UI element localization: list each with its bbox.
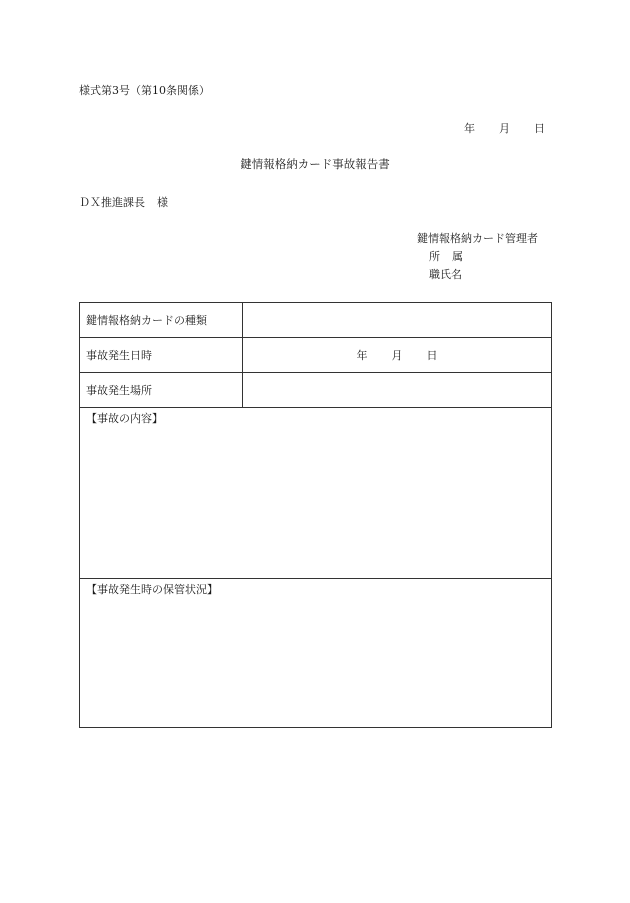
sender-dept-label-1: 所 <box>429 250 440 263</box>
submission-date <box>464 120 545 136</box>
incident-date-label: 事故発生日時 <box>80 338 243 373</box>
document-title: 鍵情報格納カード事故報告書 <box>240 157 390 171</box>
incident-content-label: 【事故の内容】 <box>86 412 163 425</box>
incident-date-year: 年 <box>356 349 368 362</box>
sender-role: 鍵情報格納カード管理者 <box>417 232 538 245</box>
table-row <box>80 408 552 579</box>
sender-name-label: 職氏名 <box>429 268 462 281</box>
table-row <box>80 338 552 373</box>
incident-date-field[interactable] <box>243 338 552 373</box>
form-number: 様式第3号（第10条関係） <box>79 84 210 97</box>
incident-date-day: 日 <box>426 349 438 362</box>
card-type-field[interactable] <box>243 303 552 338</box>
addressee <box>79 194 168 210</box>
sender-block <box>417 230 538 284</box>
date-month: 月 <box>499 122 510 135</box>
table-row <box>80 303 552 338</box>
table-row <box>80 579 552 728</box>
storage-status-box[interactable] <box>80 579 552 728</box>
date-year: 年 <box>464 122 475 135</box>
card-type-label: 鍵情報格納カードの種類 <box>80 303 243 338</box>
sender-dept-label-2: 属 <box>452 250 463 263</box>
sender-dept <box>417 248 538 266</box>
storage-status-label: 【事故発生時の保管状況】 <box>86 583 218 596</box>
incident-content-box[interactable] <box>80 408 552 579</box>
addressee-name: ＤＸ推進課長 <box>79 196 145 209</box>
incident-date-month: 月 <box>391 349 403 362</box>
report-table <box>79 302 552 728</box>
incident-place-label: 事故発生場所 <box>80 373 243 408</box>
table-row <box>80 373 552 408</box>
incident-place-field[interactable] <box>243 373 552 408</box>
addressee-honorific: 様 <box>157 196 168 209</box>
date-day: 日 <box>534 122 545 135</box>
